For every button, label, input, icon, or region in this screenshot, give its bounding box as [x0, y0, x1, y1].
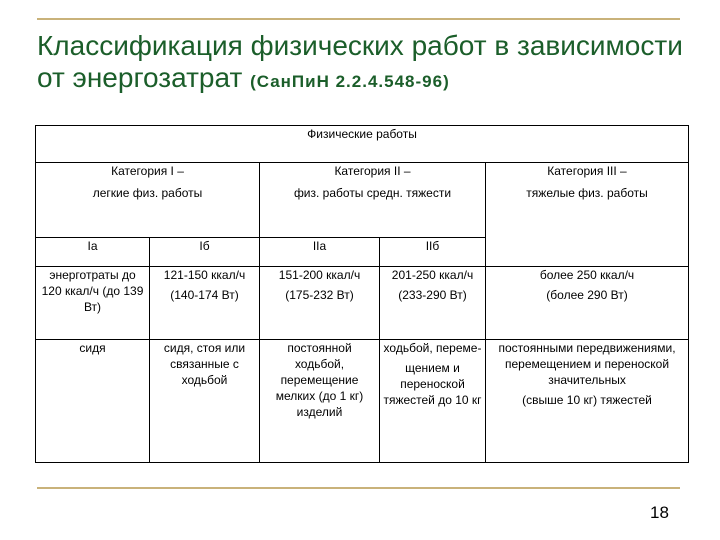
category-1-title: Категория I – [111, 164, 184, 178]
slide-title [37, 30, 687, 98]
subcategory-iia: IIа [260, 238, 380, 267]
energy-iib-watt: (233-290 Вт) [398, 288, 467, 302]
energy-ib-watt: (140-174 Вт) [170, 288, 239, 302]
category-2-cell [260, 163, 486, 238]
energy-iia [260, 267, 380, 340]
category-3-desc: тяжелые физ. работы [526, 186, 648, 200]
work-type-row [36, 340, 689, 463]
work-iib-part2: щением и переноской тяжестей до 10 кг [383, 361, 482, 407]
category-2-title: Категория II – [334, 164, 411, 178]
energy-iii [486, 267, 689, 340]
work-iib-part1: ходьбой, переме- [383, 341, 482, 355]
work-ib: сидя, стоя или связанные с ходьбой [150, 340, 260, 463]
bottom-divider [37, 487, 680, 489]
energy-ib [150, 267, 260, 340]
category-3-cell [486, 163, 689, 267]
top-divider [37, 18, 680, 20]
energy-iia-kcal: 151-200 ккал/ч [278, 268, 361, 282]
work-iii-part2: (свыше 10 кг) тяжестей [522, 393, 652, 407]
work-ia: сидя [36, 340, 150, 463]
energy-iib-kcal: 201-250 ккал/ч [391, 268, 474, 282]
title-source: (СанПиН 2.2.4.548-96) [250, 72, 450, 91]
work-iii [486, 340, 689, 463]
work-classification-table [35, 125, 689, 463]
table-header-row [36, 126, 689, 163]
category-row [36, 163, 689, 238]
energy-iii-watt: (более 290 Вт) [546, 288, 628, 302]
subcategory-iib: IIб [380, 238, 486, 267]
page-number: 18 [650, 503, 669, 522]
subcategory-ia: Iа [36, 238, 150, 267]
work-iii-part1: постоянными передвижениями, перемещением и переноской значительных [498, 341, 676, 387]
energy-row [36, 267, 689, 340]
energy-iib [380, 267, 486, 340]
category-2-desc: физ. работы средн. тяжести [293, 186, 452, 200]
title-text: Классификация физических работ в зависимости от энергозатрат [37, 30, 683, 93]
work-iib [380, 340, 486, 463]
category-3-title: Категория III – [547, 164, 627, 178]
header-physical-works: Физические работы [36, 126, 689, 163]
energy-iii-kcal: более 250 ккал/ч [539, 268, 635, 282]
energy-iia-watt: (175-232 Вт) [285, 288, 354, 302]
energy-ib-kcal: 121-150 ккал/ч [163, 268, 246, 282]
work-iia: постоянной ходьбой, перемещение мелких (до 1 кг) изделий [260, 340, 380, 463]
energy-ia: энерготраты до 120 ккал/ч (до 139 Вт) [36, 267, 150, 340]
category-1-cell [36, 163, 260, 238]
subcategory-ib: Iб [150, 238, 260, 267]
category-1-desc: легкие физ. работы [92, 186, 203, 200]
